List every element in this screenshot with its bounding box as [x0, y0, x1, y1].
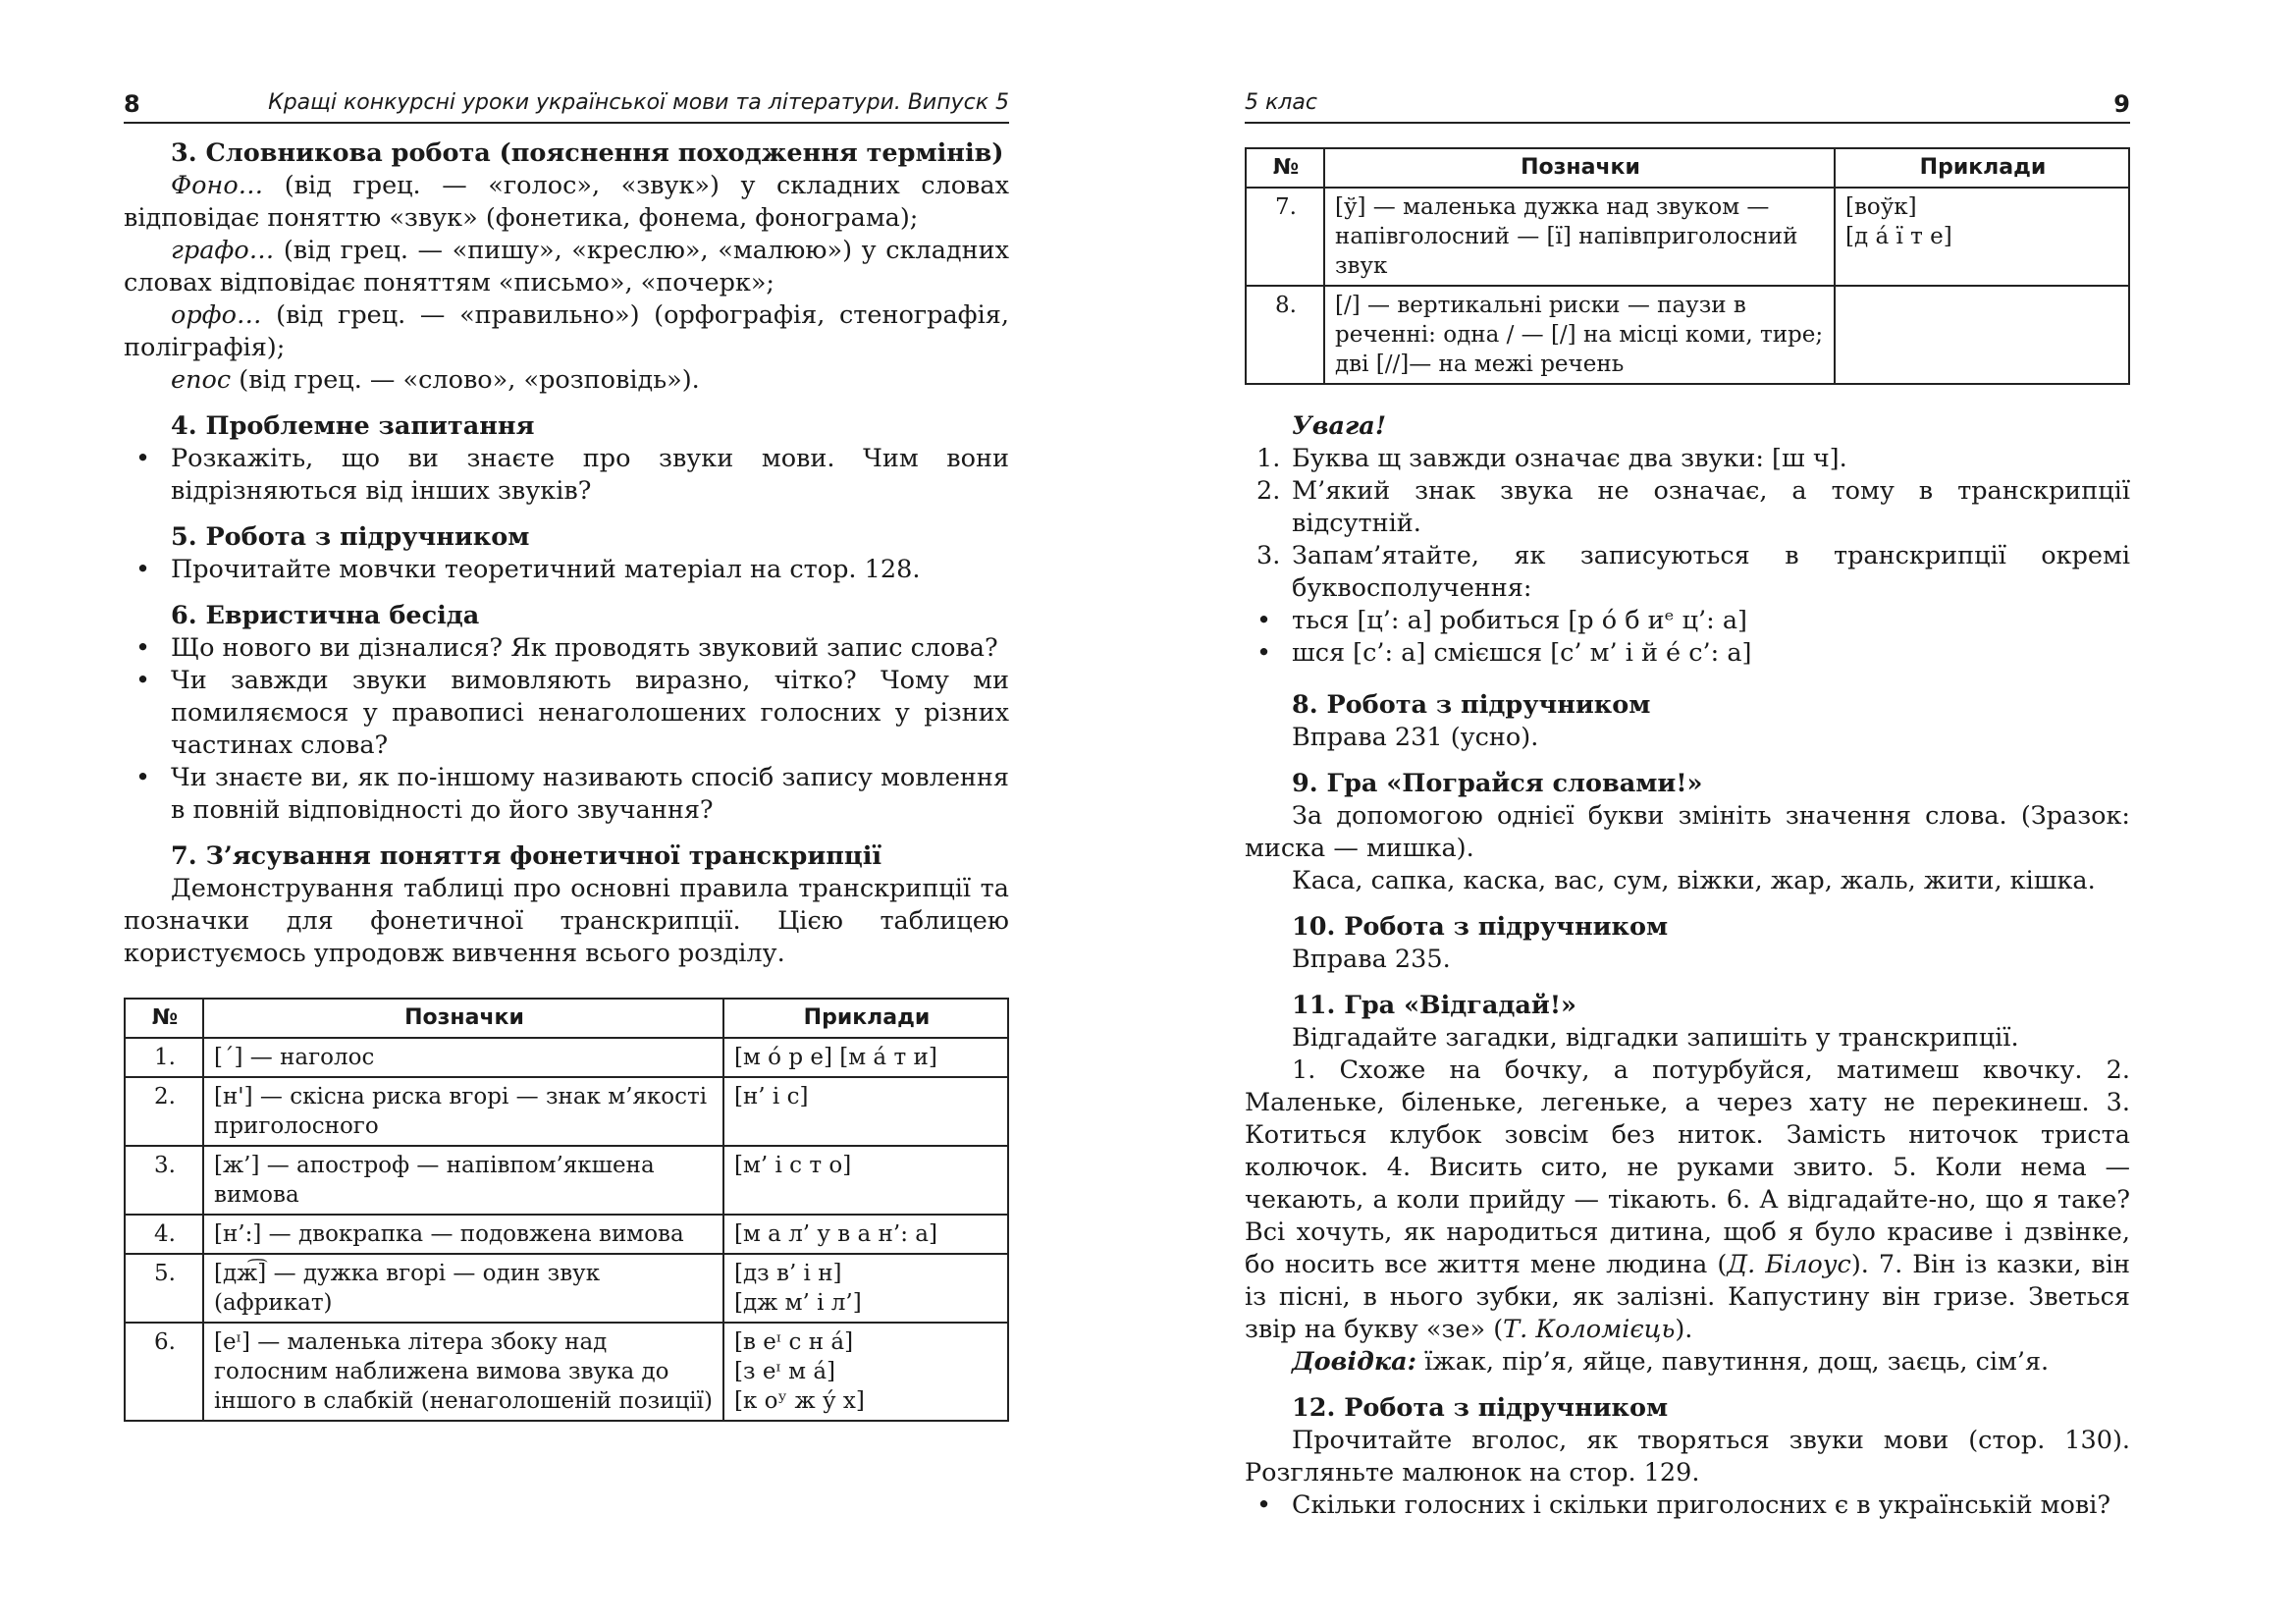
notation-cell: [ў] — маленька дужка над звуком — напівголосний — [ї] напівприголосний звук — [1324, 188, 1835, 286]
table-body — [125, 1038, 1008, 1421]
list-item — [1245, 443, 2130, 475]
column-header: Позначки — [1324, 148, 1835, 188]
list-item: • Прочитайте мовчки теоретичний матеріал на стор. 128. — [124, 554, 1009, 586]
notation-cell: [н'] — скісна риска вгорі — знак м’якості приголосного — [203, 1077, 723, 1146]
table-header-row — [125, 999, 1008, 1038]
term: епос — [171, 365, 232, 395]
column-header: Приклади — [1835, 148, 2129, 188]
transcription-table-continued — [1245, 147, 2130, 385]
riddles-text: ). 7. Він із казки, він із пісні, в нього зубки, як залізні. Капустину він гризе. Зветься звір на букву «зе» ( — [1245, 1250, 2130, 1344]
section-heading: 3. Словникова робота (пояснення походження термінів) — [171, 138, 1004, 168]
paragraph-text: (від грец. — «голос», «звук») у складних словах відповідає поняттю «звук» (фонетика, фонема, фонограма); — [124, 171, 1009, 233]
list-item: • Чи завжди звуки вимовляють виразно, чітко? Чому ми помиляємося у правописі ненаголошених голосних у різних частинах слова? — [124, 665, 1009, 762]
list-item — [1245, 540, 2130, 605]
bullet-list — [1245, 1489, 2130, 1522]
paragraph — [124, 364, 1009, 397]
table-row — [1246, 286, 2129, 384]
attention-label: Увага! — [1292, 411, 1387, 441]
bullet-list — [124, 554, 1009, 586]
paragraph: Вправа 235. — [1292, 945, 1451, 974]
notation-cell: [н’:] — двокрапка — подовжена вимова — [203, 1215, 723, 1254]
list-item: • Чи знаєте ви, як по-іншому називають спосіб запису мовлення в повній відповідності до його звучання? — [124, 762, 1009, 827]
paragraph-text: (від грец. — «слово», «розповідь»). — [231, 365, 700, 395]
example-cell: [м о́ р е] [м а́ т и] — [723, 1038, 1008, 1077]
table-body — [1246, 188, 2129, 384]
riddles-text: ). — [1675, 1315, 1693, 1344]
row-number: 4. — [125, 1215, 203, 1254]
left-header — [124, 86, 1009, 124]
reference-text: їжак, пір’я, яйце, павутиння, дощ, заєць, сім’я. — [1416, 1347, 2050, 1377]
row-number: 5. — [125, 1254, 203, 1323]
paragraph: Прочитайте вголос, як творяться звуки мови (стор. 130). Розгляньте малюнок на стор. 129. — [1245, 1426, 2130, 1488]
paragraph: Демонстрування таблиці про основні правила транскрипції та позначки для фонетичної транскрипції. Цією таблицею користуємось упродовж вивчення всього розділу. — [124, 874, 1009, 968]
example-cell: [в еᶦ с н а́] [з еᶦ м а́] [к оʸ ж у́ х] — [723, 1323, 1008, 1421]
notation-cell: [´] — наголос — [203, 1038, 723, 1077]
notation-cell: [еᶦ] — маленька літера збоку над голосним наближена вимова звука до іншого в слабкій (ненаголошеній позиції) — [203, 1323, 723, 1421]
running-title: Кращі конкурсні уроки української мови та літератури. Випуск 5 — [268, 90, 1009, 115]
bullet-list — [124, 443, 1009, 508]
item-number: 3. — [1256, 541, 1281, 570]
table-header-row — [1246, 148, 2129, 188]
author: Д. Білоус — [1727, 1250, 1851, 1279]
table-row — [125, 1254, 1008, 1323]
item-text: Буква щ завжди означає два звуки: [ш ч]. — [1292, 444, 1847, 473]
paragraph: Відгадайте загадки, відгадки запишіть у транскрипції. — [1292, 1023, 2019, 1053]
section-heading: 10. Робота з підручником — [1292, 912, 1669, 942]
notation-cell: [/] — вертикальні риски — паузи в реченні: одна / — [/] на місці коми, тире; дві [//]— на межі речень — [1324, 286, 1835, 384]
paragraph — [124, 170, 1009, 235]
section-heading: 9. Гра «Пограйся словами!» — [1292, 769, 1703, 798]
left-page — [124, 0, 1009, 1623]
paragraph: Вправа 231 (усно). — [1292, 723, 1539, 752]
row-number: 6. — [125, 1323, 203, 1421]
section-heading: 11. Гра «Відгадай!» — [1292, 991, 1576, 1020]
example-cell — [1835, 286, 2129, 384]
table-row — [125, 1215, 1008, 1254]
column-header: Позначки — [203, 999, 723, 1038]
paragraph — [1245, 1055, 2130, 1346]
row-number: 7. — [1246, 188, 1324, 286]
example-cell: [м а л’ у в а н’: а] — [723, 1215, 1008, 1254]
section-heading: 8. Робота з підручником — [1292, 690, 1651, 720]
section-heading: 5. Робота з підручником — [171, 522, 530, 552]
section-heading: 7. З’ясування поняття фонетичної транскрипції — [171, 841, 882, 871]
page-number: 8 — [124, 90, 140, 118]
list-item: • Розкажіть, що ви знаєте про звуки мови. Чим вони відрізняються від інших звуків? — [124, 443, 1009, 508]
example-cell: [н’ і с] — [723, 1077, 1008, 1146]
reference-label: Довідка: — [1292, 1347, 1417, 1377]
bullet-list — [1245, 605, 2130, 670]
riddles-text: 1. Схоже на бочку, а потурбуйся, матимеш квочку. 2. Маленьке, біленьке, легеньке, а через хату не перекинеш. 3. Котиться клубок зовсім без ниток. Замість ниточок триста колючок. 4. Висить сито, не руками звито. 5. Коли нема — чекають, а коли прийду — тікають. 6. А відгадайте-но, що я таке? Всі хочуть, як народиться дитина, щоб я було красиве і дзвінке, бо носить все життя мене людина ( — [1245, 1055, 2130, 1279]
list-item — [1245, 475, 2130, 540]
left-content — [124, 137, 1009, 1422]
paragraph-text: (від грец. — «правильно») (орфографія, стенографія, поліграфія); — [124, 300, 1009, 362]
column-header: Приклади — [723, 999, 1008, 1038]
notation-cell: [ж’] — апостроф — напівпом’якшена вимова — [203, 1146, 723, 1215]
right-page — [1245, 0, 2130, 1623]
term: орфо… — [171, 300, 262, 330]
table-row — [125, 1077, 1008, 1146]
table-row — [125, 1146, 1008, 1215]
list-item: • шся [с’: а] смієшся [с’ м’ і й е́ с’: а] — [1245, 637, 2130, 670]
example-cell: [м’ і с т о] — [723, 1146, 1008, 1215]
example-cell: [дз в’ і н] [дж м’ і л’] — [723, 1254, 1008, 1323]
item-text: М’який знак звука не означає, а тому в транскрипції відсутній. — [1292, 476, 2130, 538]
list-item: • Що нового ви дізналися? Як проводять звуковий запис слова? — [124, 632, 1009, 665]
term: графо… — [171, 236, 275, 265]
table-row — [125, 1323, 1008, 1421]
section-heading: 12. Робота з підручником — [1292, 1393, 1669, 1423]
transcription-table — [124, 998, 1009, 1422]
column-header: № — [1246, 148, 1324, 188]
paragraph-text: (від грец. — «пишу», «креслю», «малюю») у складних словах відповідає поняттям «письмо», «почерк»; — [124, 236, 1009, 298]
row-number: 3. — [125, 1146, 203, 1215]
paragraph — [124, 235, 1009, 299]
row-number: 1. — [125, 1038, 203, 1077]
right-content — [1245, 147, 2130, 1522]
term: Фоно… — [171, 171, 264, 200]
item-number: 2. — [1256, 476, 1281, 506]
author: Т. Коломієць — [1503, 1315, 1676, 1344]
paragraph: За допомогою однієї букви змініть значення слова. (Зразок: миска — мишка). — [1245, 801, 2130, 863]
row-number: 8. — [1246, 286, 1324, 384]
table-row — [125, 1038, 1008, 1077]
section-heading: 4. Проблемне запитання — [171, 411, 535, 441]
notation-cell: [дж͡] — дужка вгорі — один звук (африкат) — [203, 1254, 723, 1323]
example-cell: [воўк] [д а́ ї т е] — [1835, 188, 2129, 286]
table-row — [1246, 188, 2129, 286]
page-number: 9 — [2113, 90, 2130, 118]
right-header — [1245, 86, 2130, 124]
column-header: № — [125, 999, 203, 1038]
section-heading: 6. Евристична бесіда — [171, 601, 480, 630]
paragraph — [1245, 1346, 2130, 1379]
running-title: 5 клас — [1245, 90, 1317, 115]
numbered-list — [1245, 443, 2130, 605]
paragraph — [124, 299, 1009, 364]
row-number: 2. — [125, 1077, 203, 1146]
item-text: Запам’ятайте, як записуються в транскрипції окремі буквосполучення: — [1292, 541, 2130, 603]
paragraph: Каса, сапка, каска, вас, сум, віжки, жар, жаль, жити, кішка. — [1292, 866, 2096, 895]
bullet-list — [124, 632, 1009, 827]
item-number: 1. — [1256, 444, 1281, 473]
list-item: • Скільки голосних і скільки приголосних є в українській мові? — [1245, 1489, 2130, 1522]
list-item: • ться [ц’: а] робиться [р о́ б иᵉ ц’: а] — [1245, 605, 2130, 637]
